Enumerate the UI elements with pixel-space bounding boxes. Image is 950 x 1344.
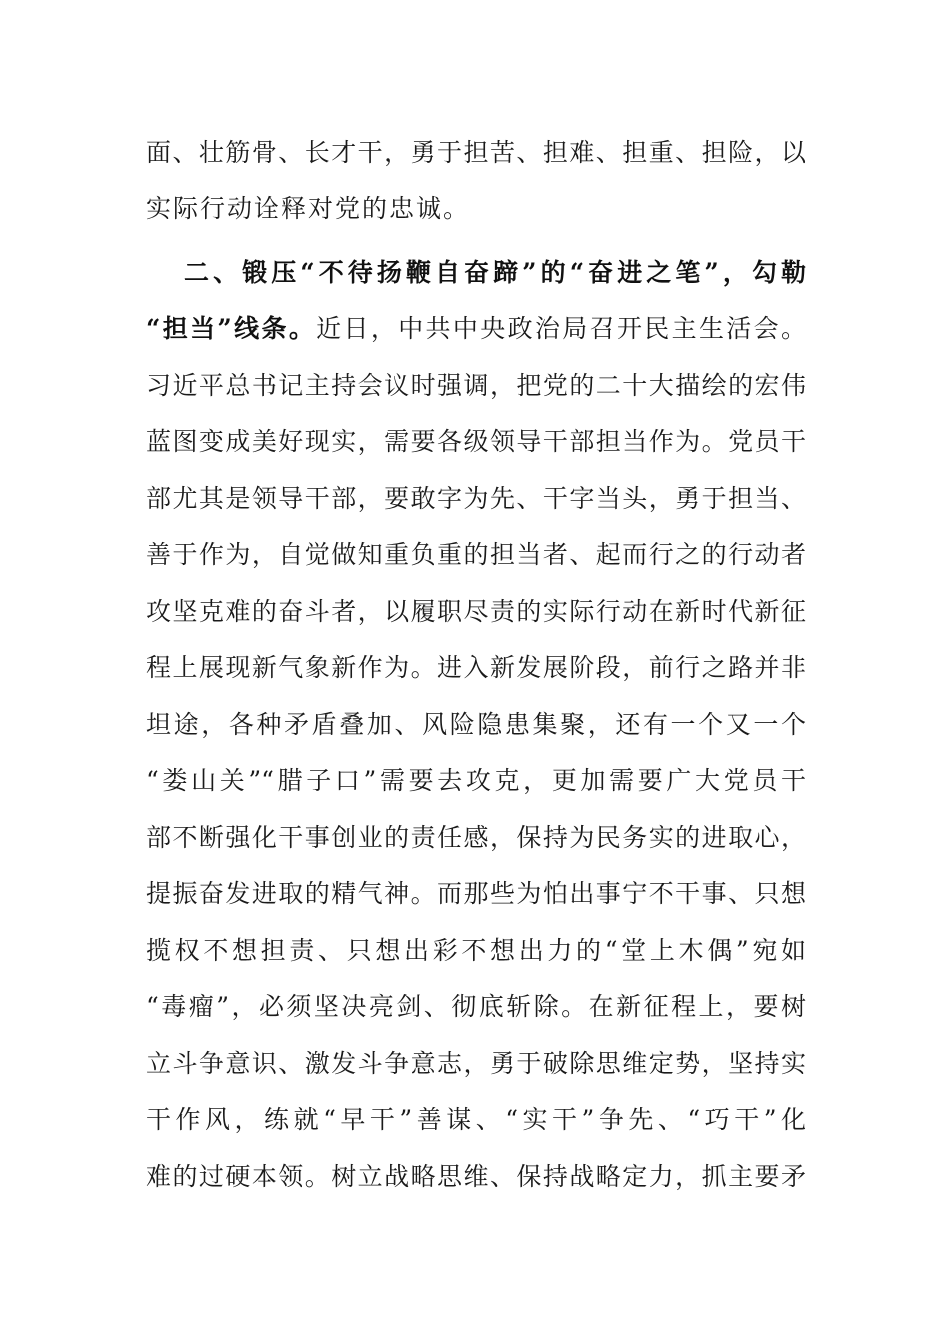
text-line: 提振奋发进取的精气神。而那些为怕出事宁不干事、只想 [146,879,806,908]
text-run: 近日，中共中央政治局召开民主生活会。 [316,314,806,343]
text-line: 程上展现新气象新作为。进入新发展阶段，前行之路并非 [146,653,806,682]
text-line: 习近平总书记主持会议时强调，把党的二十大描绘的宏伟 [146,371,806,400]
section-heading-continued: “担当”线条。 [146,314,317,343]
text-line: 干作风，练就“早干”善谋、“实干”争先、“巧干”化 [146,1105,806,1134]
text-line: 难的过硬本领。树立战略思维、保持战略定力，抓主要矛 [146,1162,806,1191]
text-line: 坦途，各种矛盾叠加、风险隐患集聚，还有一个又一个 [146,710,806,739]
text-line: 善于作为，自觉做知重负重的担当者、起而行之的行动者 [146,540,806,569]
text-line: 立斗争意识、激发斗争意志，勇于破除思维定势，坚持实 [146,1049,806,1078]
text-line: 实际行动诠释对党的忠诚。 [146,194,471,223]
text-line: “娄山关”“腊子口”需要去攻克，更加需要广大党员干 [146,766,806,795]
text-line-mixed [146,309,806,349]
text-line: 攻坚克难的奋斗者，以履职尽责的实际行动在新时代新征 [146,597,806,626]
text-line: 揽权不想担责、只想出彩不想出力的“堂上木偶”宛如 [146,936,806,965]
section-heading: 二、锻压“不待扬鞭自奋蹄”的“奋进之笔”，勾勒 [184,258,806,287]
text-line: 部尤其是领导干部，要敢字为先、干字当头，勇于担当、 [146,484,806,513]
text-line: 部不断强化干事创业的责任感，保持为民务实的进取心， [146,823,806,852]
text-line: 面、壮筋骨、长才干，勇于担苦、担难、担重、担险，以 [146,138,806,167]
text-line: “毒瘤”，必须坚决亮剑、彻底斩除。在新征程上，要树 [146,992,806,1021]
text-line: 蓝图变成美好现实，需要各级领导干部担当作为。党员干 [146,427,806,456]
